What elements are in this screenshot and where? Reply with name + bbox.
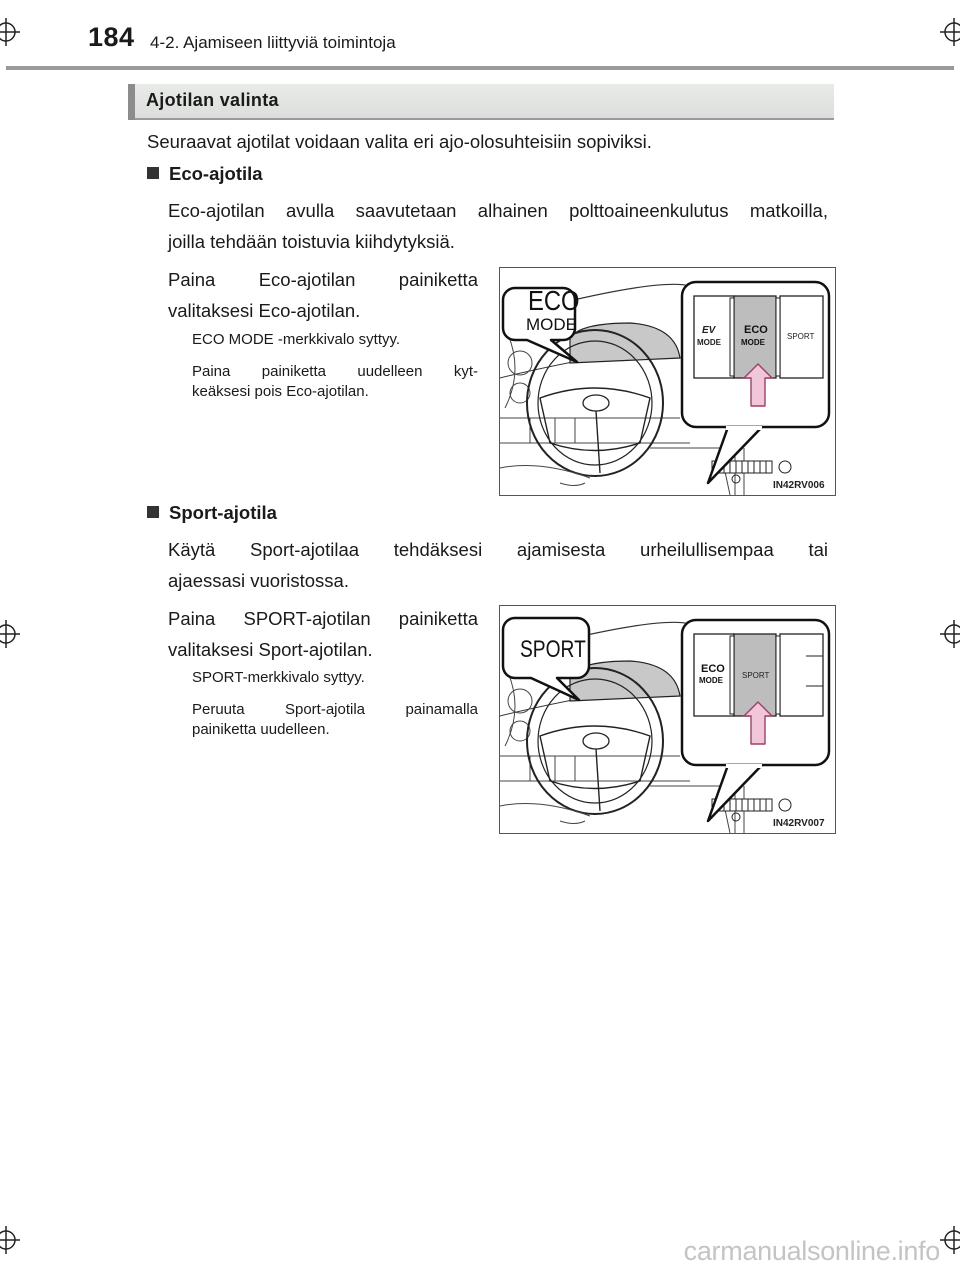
ev-button-top: EV: [702, 325, 716, 336]
page-number: 184: [88, 22, 135, 52]
eco-heading-text: Eco-ajotila: [169, 163, 263, 184]
figure-code: IN42RV006: [773, 480, 825, 491]
eco-button-top: ECO: [701, 663, 725, 675]
sport-button-label: SPORT: [787, 332, 815, 341]
sport-note2-line2: painiketta uudelleen.: [192, 721, 330, 738]
eco-note2-line2: keäksesi pois Eco-ajotilan.: [192, 383, 369, 400]
square-bullet-icon: [147, 506, 159, 518]
crosshair-icon: [0, 18, 20, 46]
square-bullet-icon: [147, 167, 159, 179]
watermark: carmanualsonline.info: [683, 1236, 940, 1266]
sport-button-label: SPORT: [742, 671, 770, 680]
sport-figure: [499, 605, 836, 834]
header-rule: [6, 66, 954, 70]
crosshair-icon: [940, 18, 960, 46]
eco-instruction-line1: Paina Eco-ajotilan painiketta: [168, 269, 478, 290]
eco-button-bottom: MODE: [699, 676, 723, 685]
eco-description-line2: joilla tehdään toistuvia kiihdytyksiä.: [168, 231, 455, 252]
crosshair-icon: [0, 620, 20, 648]
sport-note1: SPORT-merkkivalo syttyy.: [192, 669, 365, 686]
sport-description-line1: Käytä Sport-ajotilaa tehdäksesi ajamisesta urheilullisempaa tai: [168, 539, 828, 560]
eco-bubble-line2: MODE: [526, 315, 577, 334]
section-heading-bar: [128, 84, 834, 120]
eco-instruction-line2: valitaksesi Eco-ajotilan.: [168, 300, 361, 321]
sport-instruction-line1: Paina SPORT-ajotilan painiketta: [168, 608, 478, 629]
crosshair-icon: [940, 1226, 960, 1254]
crosshair-icon: [0, 1226, 20, 1254]
eco-description-line1: Eco-ajotilan avulla saavutetaan alhainen polttoaineenkulutus matkoilla,: [168, 200, 828, 221]
crosshair-icon: [940, 620, 960, 648]
section-intro: Seuraavat ajotilat voidaan valita eri ajo-olosuhteisiin sopiviksi.: [147, 131, 652, 152]
eco-note2-line1: Paina painiketta uudelleen kyt-: [192, 363, 478, 380]
section-title: Ajotilan valinta: [146, 90, 279, 110]
eco-figure: [499, 267, 836, 496]
sport-instruction-line2: valitaksesi Sport-ajotilan.: [168, 639, 373, 660]
eco-heading: [147, 163, 263, 185]
eco-bubble-line1: ECO: [528, 285, 580, 316]
figure-code: IN42RV007: [773, 818, 825, 829]
sport-bubble-text: SPORT: [520, 636, 586, 663]
sport-note2-line1: Peruuta Sport-ajotila painamalla: [192, 701, 478, 718]
eco-note1: ECO MODE -merkkivalo syttyy.: [192, 331, 401, 348]
sport-heading-text: Sport-ajotila: [169, 502, 277, 523]
sport-heading: [147, 502, 277, 524]
chapter-title: 4-2. Ajamiseen liittyviä toimintoja: [150, 33, 396, 52]
eco-button-top: ECO: [744, 324, 768, 336]
eco-button-bottom: MODE: [741, 338, 765, 347]
section-stripe: [128, 84, 135, 120]
ev-button-bottom: MODE: [697, 338, 721, 347]
sport-description-line2: ajaessasi vuoristossa.: [168, 570, 349, 591]
